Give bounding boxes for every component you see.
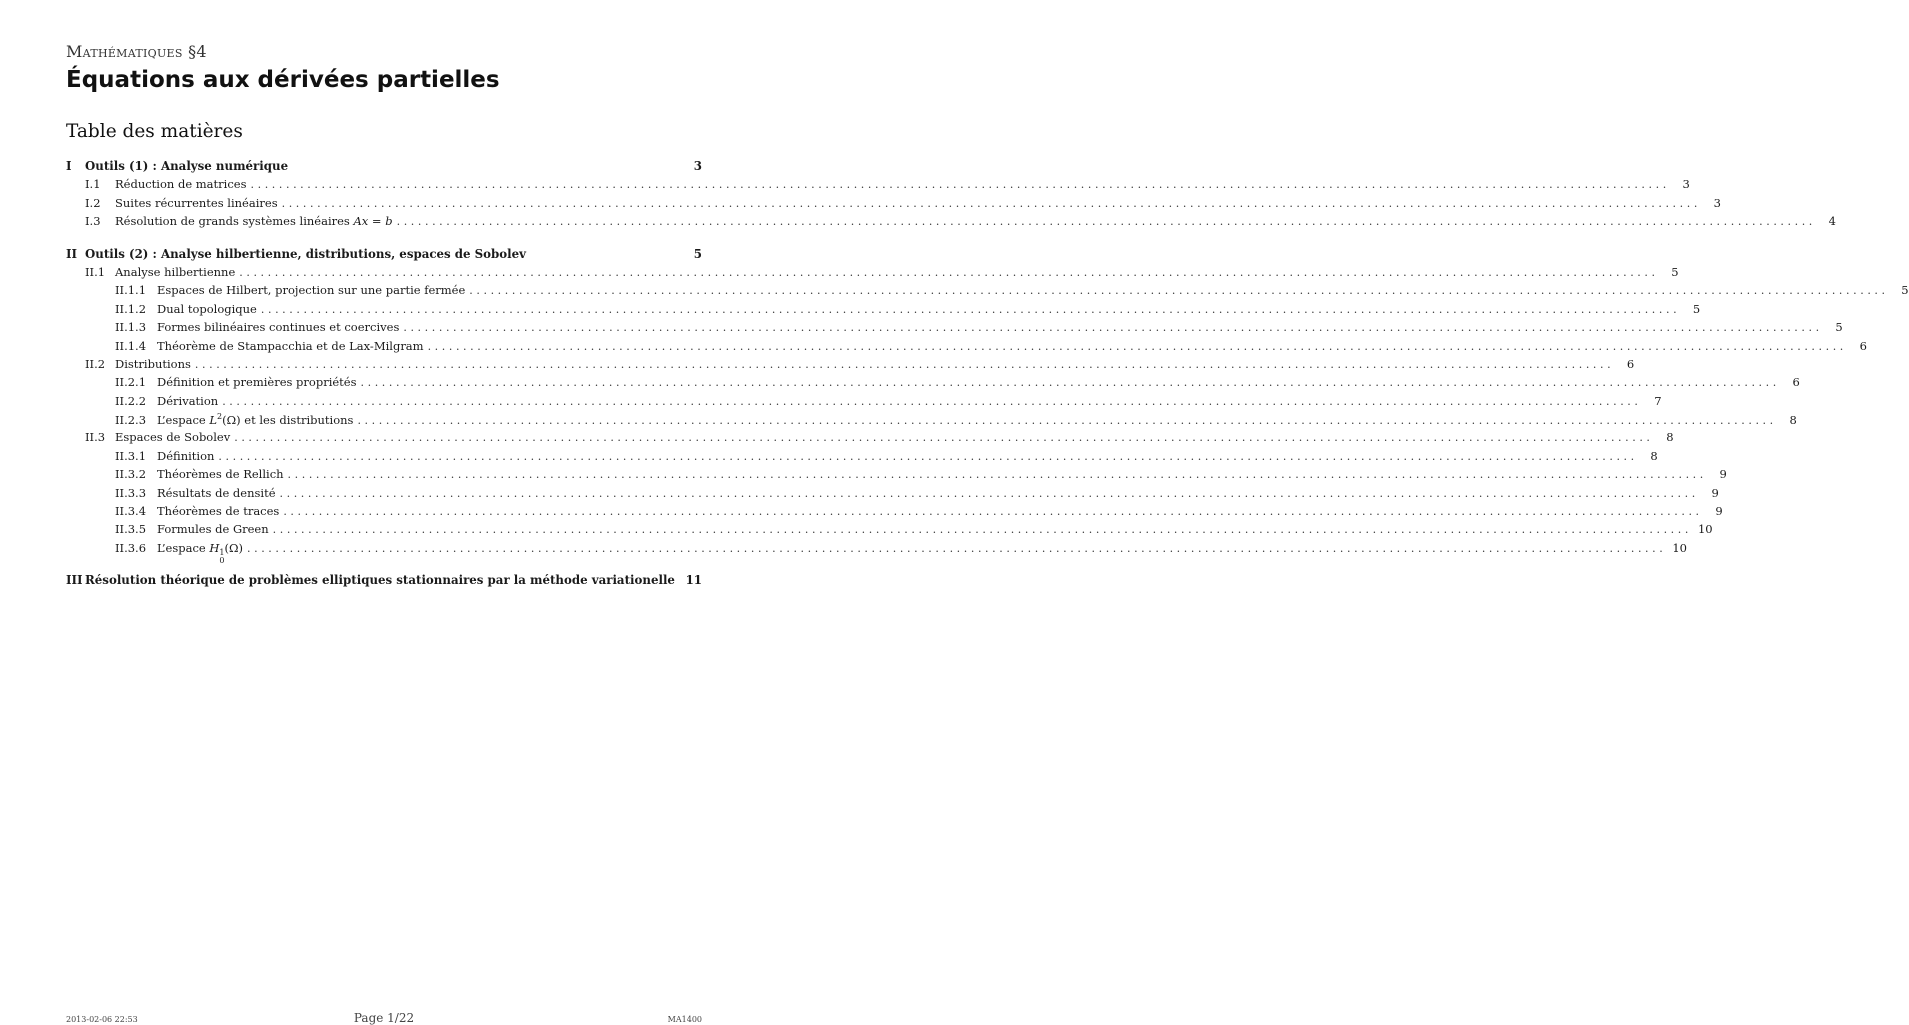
footer-course-code: MA1400 (667, 1015, 702, 1024)
toc-label: Réduction de matrices (115, 177, 247, 192)
toc-leader-dots: ........................................................................................................................................................................................................ (250, 178, 1670, 192)
toc-number: II.1.2 (115, 301, 147, 316)
toc-section-I-2[interactable] (66, 195, 1721, 214)
toc-page: 3 (1713, 195, 1721, 210)
toc-leader-dots: ........................................................................................................................................................................................................ (234, 431, 1654, 445)
math-symbol: H (209, 540, 220, 555)
toc-subsection-II-2-1[interactable] (66, 375, 1800, 393)
math-symbol: L (209, 412, 218, 427)
toc-label-text: (Ω) et les distributions (222, 412, 354, 427)
toc-page: 10 (1697, 522, 1713, 537)
toc-number: II.3 (85, 430, 106, 445)
toc-subsection-II-3-3[interactable] (66, 485, 1719, 504)
toc-leader-dots: ........................................................................................................................................................................................................ (396, 215, 1816, 229)
toc-label: Résultats de densité (157, 485, 276, 500)
toc-number: II.3.1 (115, 448, 147, 463)
toc-subsection-II-3-2[interactable] (66, 467, 1727, 485)
toc-page: 9 (1711, 485, 1719, 500)
toc-page: 6 (1792, 375, 1800, 390)
toc-leader-dots: ........................................................................................................................................................................................................ (403, 321, 1823, 335)
toc-leader-dots: ........................................................................................................................................................................................................ (469, 284, 1889, 298)
toc-label: Formes bilinéaires continues et coercives (157, 320, 400, 335)
toc-page: 10 (1672, 540, 1687, 555)
toc-subsection-II-2-3[interactable] (66, 412, 1797, 430)
toc-label: Théorèmes de Rellich (157, 467, 284, 482)
toc-label: Outils (2) : Analyse hilbertienne, distributions, espaces de Sobolev (85, 246, 526, 261)
toc-number: II.3.4 (115, 504, 147, 519)
math-superscript: 1 (219, 547, 225, 557)
toc-section-II-1[interactable] (66, 264, 1679, 283)
toc-number: II.2.2 (115, 393, 147, 408)
toc-subsection-II-1-4[interactable] (66, 338, 1867, 357)
toc-leader-dots: ........................................................................................................................................................................................................ (287, 468, 1707, 482)
toc-leader-dots: ........................................................................................................................................................................................................ (239, 265, 1659, 279)
subject-line: Mathématiques §4 (66, 42, 207, 61)
toc-label-text: L’espace (157, 412, 210, 427)
toc-page: 6 (1626, 356, 1635, 371)
toc-number: II (66, 246, 78, 261)
toc-page: 3 (1682, 177, 1690, 192)
toc-heading: Table des matières (66, 121, 243, 142)
toc-label: Suites récurrentes linéaires (115, 195, 278, 210)
toc-section-I-1[interactable] (66, 177, 1690, 195)
toc-page: 5 (1901, 283, 1909, 298)
toc-leader-dots: ........................................................................................................................................................................................................ (260, 302, 1681, 316)
toc-label-text: L’espace (157, 540, 210, 555)
table-of-contents (66, 159, 1909, 592)
toc-page: 9 (1715, 504, 1723, 519)
toc-leader-dots: ........................................................................................................................................................................................................ (247, 541, 1667, 555)
toc-label: Analyse hilbertienne (115, 264, 236, 279)
toc-label: Résolution théorique de problèmes elliptiques stationnaires par la méthode variationelle (85, 573, 675, 588)
toc-label (157, 412, 353, 427)
toc-page: 3 (693, 159, 702, 173)
toc-number: I.1 (85, 177, 101, 192)
toc-number: II.2.3 (115, 412, 147, 427)
toc-label: Formules de Green (157, 522, 269, 537)
toc-label (157, 541, 243, 565)
toc-leader-dots: ........................................................................................................................................................................................................ (194, 357, 1615, 371)
toc-number: II.2 (85, 356, 106, 371)
toc-page: 5 (1671, 264, 1679, 279)
toc-leader-dots: ........................................................................................................................................................................................................ (218, 449, 1638, 463)
toc-page: 4 (1828, 214, 1836, 229)
toc-part-3[interactable] (66, 573, 702, 591)
toc-leader-dots: ........................................................................................................................................................................................................ (360, 376, 1780, 390)
toc-section-II-3[interactable] (66, 430, 1674, 448)
toc-label-text: Résolution de grands systèmes linéaires (115, 214, 354, 229)
toc-page: 5 (1692, 301, 1701, 316)
math-superscript: 2 (217, 412, 223, 422)
toc-label: Dérivation (157, 393, 219, 408)
toc-number: II.2.1 (115, 375, 147, 390)
toc-section-I-3[interactable] (66, 214, 1836, 232)
toc-subsection-II-1-1[interactable] (66, 283, 1909, 301)
toc-number: II.1 (85, 264, 106, 279)
toc-subsection-II-3-4[interactable] (66, 504, 1723, 522)
toc-label: Théorème de Stampacchia et de Lax-Milgram (157, 338, 424, 353)
toc-number: I.2 (85, 195, 101, 210)
toc-subsection-II-3-6[interactable] (66, 540, 1687, 565)
toc-subsection-II-3-1[interactable] (66, 448, 1658, 467)
toc-number: II.3.6 (115, 540, 147, 555)
toc-subsection-II-3-5[interactable] (66, 522, 1713, 540)
toc-number: I (66, 159, 72, 173)
toc-label: Distributions (115, 356, 191, 371)
toc-leader-dots: ........................................................................................................................................................................................................ (272, 523, 1692, 537)
toc-page: 7 (1654, 393, 1662, 408)
math-expression: Ax = b (353, 214, 393, 229)
toc-label: Théorèmes de traces (157, 504, 280, 519)
toc-number: II.1.1 (115, 283, 147, 298)
toc-subsection-II-2-2[interactable] (66, 393, 1662, 412)
toc-number: I.3 (85, 214, 101, 229)
toc-number: II.3.5 (115, 522, 147, 537)
math-subscript: 0 (219, 555, 225, 565)
toc-number: II.1.3 (115, 320, 147, 335)
toc-subsection-II-1-3[interactable] (66, 320, 1843, 338)
toc-label: Espaces de Sobolev (115, 430, 231, 445)
toc-leader-dots: ........................................................................................................................................................................................................ (222, 394, 1642, 408)
toc-label (115, 214, 393, 228)
document-header (66, 42, 500, 93)
toc-leader-dots: ........................................................................................................................................................................................................ (281, 196, 1701, 210)
toc-page: 8 (1789, 412, 1797, 427)
toc-label: Espaces de Hilbert, projection sur une partie fermée (157, 283, 466, 298)
document-title: Équations aux dérivées partielles (66, 67, 500, 93)
toc-subsection-II-1-2[interactable] (66, 301, 1701, 320)
toc-number: II.1.4 (115, 338, 147, 353)
toc-number: III (66, 573, 83, 588)
toc-page: 8 (1650, 448, 1658, 463)
footer-page-number: Page 1/22 (353, 1011, 415, 1025)
toc-label: Définition (157, 448, 215, 463)
toc-number: II.3.2 (115, 467, 147, 482)
toc-page: 9 (1719, 467, 1727, 482)
toc-leader-dots: ........................................................................................................................................................................................................ (427, 339, 1847, 353)
toc-label: Définition et premières propriétés (157, 375, 357, 390)
toc-page: 11 (685, 573, 702, 588)
toc-leader-dots: ........................................................................................................................................................................................................ (283, 505, 1703, 519)
toc-part-1[interactable] (66, 159, 702, 177)
toc-label-text: (Ω) (224, 540, 244, 555)
toc-section-II-2[interactable] (66, 356, 1635, 375)
toc-leader-dots: ........................................................................................................................................................................................................ (357, 413, 1777, 427)
toc-page: 8 (1666, 430, 1674, 445)
toc-part-2[interactable] (66, 247, 702, 265)
toc-number: II.3.3 (115, 485, 147, 500)
footer-date: 2013-02-06 22:53 (66, 1015, 138, 1024)
toc-page: 5 (1835, 320, 1843, 335)
toc-label: Outils (1) : Analyse numérique (85, 159, 289, 173)
toc-leader-dots: ........................................................................................................................................................................................................ (279, 486, 1699, 500)
toc-page: 6 (1859, 338, 1867, 353)
toc-page: 5 (693, 246, 702, 261)
toc-label: Dual topologique (157, 301, 257, 316)
